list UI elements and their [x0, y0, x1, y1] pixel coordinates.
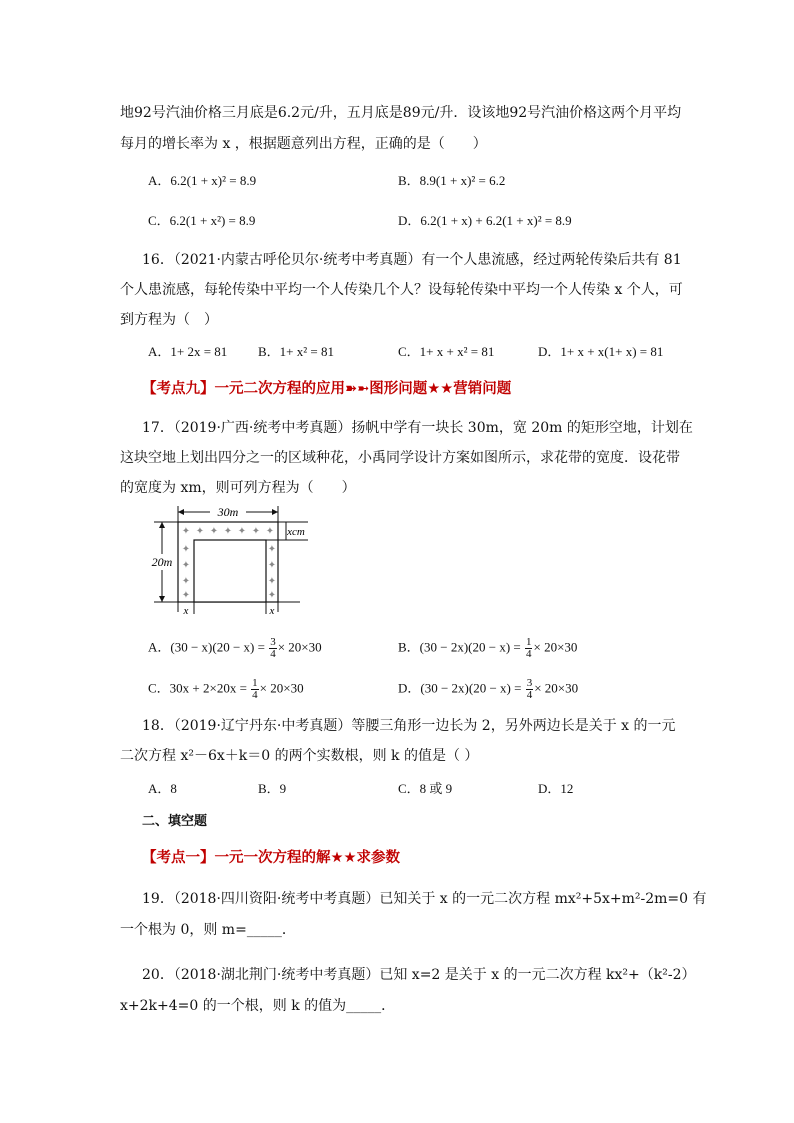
q16-option-a[interactable]	[148, 342, 227, 362]
fraction-numerator: 3	[526, 677, 533, 689]
flower-mark: ✦	[267, 544, 277, 555]
fraction-denominator: 4	[270, 648, 276, 660]
flower-mark: ✦	[181, 526, 191, 537]
q18-option-d[interactable]	[538, 779, 573, 799]
q15-option-b[interactable]	[398, 171, 505, 191]
option-expr-post: × 20×30	[534, 680, 579, 696]
arrow-right-head	[272, 509, 278, 515]
q17-figure	[150, 502, 310, 620]
section-heading-1: 【考点一】一元一次方程的解★★求参数	[142, 850, 400, 866]
option-expr-pre: 30x + 2×20x =	[169, 680, 251, 696]
option-expr: 8.9(1 + x)² = 6.2	[419, 173, 506, 188]
fraction	[269, 637, 277, 660]
option-label: A．	[148, 344, 171, 359]
flower-mark: ✦	[237, 526, 247, 537]
q17-line-2: 这块空地上划出四分之一的区域种花，小禹同学设计方案如图所示，求花带的宽度．设花带	[120, 450, 680, 466]
flower-mark: ✦	[181, 560, 191, 571]
q19-line-2: 一个根为 0，则 m=_____．	[120, 922, 296, 938]
option-label: C．	[148, 680, 170, 696]
option-expr: 6.2(1 + x)² = 8.9	[170, 173, 257, 188]
q20-line-2: x+2k+4=0 的一个根，则 k 的值为_____．	[120, 998, 396, 1014]
label-20m: 20m	[151, 555, 173, 569]
q18-line-2: 二次方程 x²－6x＋k＝0 的两个实数根，则 k 的值是（ ）	[120, 748, 479, 764]
label-xcm: xcm	[287, 526, 305, 538]
q19-line-1: 19．（2018·四川资阳·统考中考真题）已知关于 x 的一元二次方程 mx²+5x+m²-2m=0 有	[142, 891, 707, 907]
flower-mark: ✦	[181, 590, 191, 601]
fraction	[526, 678, 534, 701]
q16-line-3: 到方程为（ ）	[120, 312, 218, 328]
flower-mark: ✦	[251, 526, 261, 537]
option-label: C．	[148, 213, 170, 228]
q17-line-1: 17．（2019·广西·统考中考真题）扬帆中学有一块长 30m，宽 20m 的矩形空地，计划在	[142, 420, 693, 436]
option-label: C．	[398, 344, 420, 359]
flower-mark: ✦	[267, 590, 277, 601]
flower-mark: ✦	[195, 526, 205, 537]
option-label: A．	[148, 639, 171, 655]
q20-line-1: 20．（2018·湖北荆门·统考中考真题）已知 x=2 是关于 x 的一元二次方程 kx²+（k²-2）	[142, 967, 696, 983]
fraction-numerator: 3	[270, 636, 276, 648]
fraction-denominator: 4	[252, 689, 258, 701]
section-heading-9: 【考点九】一元二次方程的应用➽➼图形问题★★营销问题	[142, 381, 512, 397]
option-label: D．	[398, 213, 421, 228]
q16-option-c[interactable]	[398, 342, 494, 362]
flower-mark: ✦	[265, 526, 275, 537]
fraction-denominator: 4	[525, 648, 532, 660]
option-label: D．	[538, 344, 561, 359]
fraction	[525, 637, 533, 660]
option-expr: 9	[279, 781, 287, 796]
label-30m: 30m	[217, 505, 239, 519]
q15-option-c[interactable]	[148, 211, 255, 231]
label-x-right: x	[269, 605, 275, 617]
option-expr-pre: (30 − 2x)(20 − x) =	[420, 680, 525, 696]
flower-mark: ✦	[209, 526, 219, 537]
option-expr: 1+ x² = 81	[279, 344, 334, 359]
fraction-numerator: 1	[252, 677, 258, 689]
flower-mark: ✦	[181, 576, 191, 587]
arrow-up-head	[159, 522, 165, 528]
q15-line-2: 每月的增长率为 x ，根据题意列出方程，正确的是（ ）	[120, 136, 487, 152]
q15-option-a[interactable]	[148, 171, 256, 191]
part-heading-fill-in: 二、填空题	[142, 814, 208, 829]
q16-option-d[interactable]	[538, 342, 663, 362]
q16-line-2: 个人患流感，每轮传染中平均一个人传染几个人？设每轮传染中平均一个人传染 x 个人，可	[120, 282, 683, 298]
flower-mark: ✦	[267, 560, 277, 571]
option-expr-post: × 20×30	[277, 639, 322, 655]
option-expr: 8 或 9	[419, 781, 453, 796]
flower-mark: ✦	[223, 526, 233, 537]
q15-option-d[interactable]	[398, 211, 572, 231]
option-label: B．	[258, 344, 280, 359]
option-label: B．	[398, 639, 420, 655]
q17-option-c[interactable]	[148, 678, 304, 701]
q18-option-c[interactable]	[398, 779, 452, 799]
option-label: D．	[398, 680, 421, 696]
q18-option-a[interactable]	[148, 779, 177, 799]
q18-option-b[interactable]	[258, 779, 286, 799]
q17-option-d[interactable]	[398, 678, 578, 701]
q16-option-b[interactable]	[258, 342, 334, 362]
inner-field	[194, 540, 266, 602]
q17-line-3: 的宽度为 xm，则可列方程为（ ）	[120, 480, 356, 496]
option-label: C．	[398, 781, 420, 796]
option-expr-post: × 20×30	[533, 639, 578, 655]
flower-mark: ✦	[181, 544, 191, 555]
option-label: B．	[258, 781, 280, 796]
option-expr: 8	[170, 781, 177, 796]
option-expr: 1+ x + x(1+ x) = 81	[560, 344, 664, 359]
option-expr-post: × 20×30	[259, 680, 304, 696]
q15-line-1: 地92号汽油价格三月底是6.2元/升，五月底是89元/升．设该地92号汽油价格这两个月平均	[120, 105, 682, 121]
option-expr: 6.2(1 + x²) = 8.9	[169, 213, 256, 228]
option-expr: 1+ x + x² = 81	[419, 344, 495, 359]
option-expr: 1+ 2x = 81	[170, 344, 228, 359]
fraction-numerator: 1	[525, 636, 532, 648]
flower-mark: ✦	[267, 576, 277, 587]
option-label: B．	[398, 173, 420, 188]
option-expr: 12	[560, 781, 574, 796]
q17-option-b[interactable]	[398, 637, 577, 660]
q18-line-1: 18．（2019·辽宁丹东·中考真题）等腰三角形一边长为 2，另外两边长是关于 x 的一元	[142, 718, 676, 734]
q17-option-a[interactable]	[148, 637, 322, 660]
label-x-left: x	[183, 605, 189, 617]
arrow-down-head	[159, 596, 165, 602]
fraction	[251, 678, 259, 701]
option-expr-pre: (30 − 2x)(20 − x) =	[419, 639, 524, 655]
option-expr-pre: (30 − x)(20 − x) =	[170, 639, 269, 655]
option-expr: 6.2(1 + x) + 6.2(1 + x)² = 8.9	[420, 213, 572, 228]
q16-line-1: 16．（2021·内蒙古呼伦贝尔·统考中考真题）有一个人患流感，经过两轮传染后共有 81	[142, 252, 682, 268]
option-label: D．	[538, 781, 561, 796]
option-label: A．	[148, 781, 171, 796]
arrow-left-head	[178, 509, 184, 515]
option-label: A．	[148, 173, 171, 188]
fraction-denominator: 4	[526, 689, 533, 701]
